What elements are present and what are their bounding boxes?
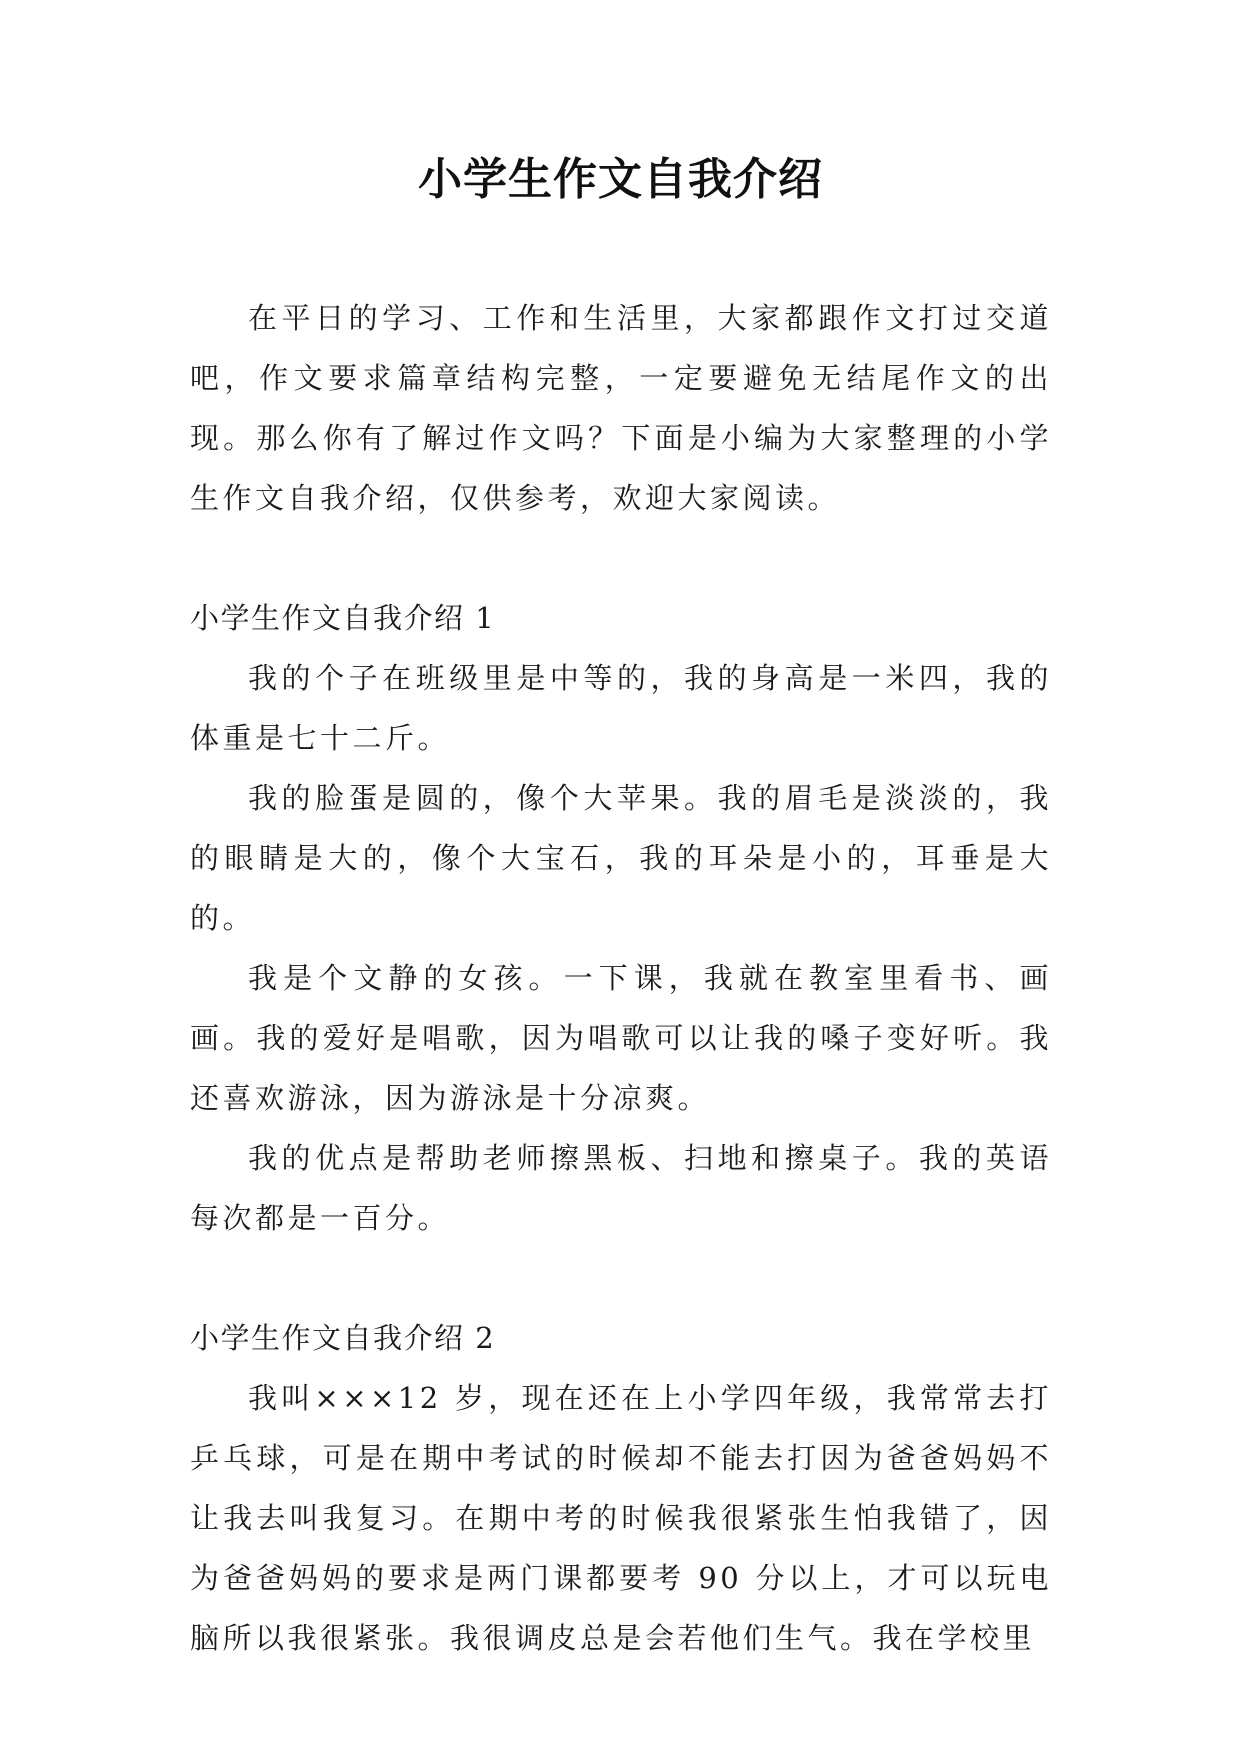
section-heading-1: 小学生作文自我介绍 1	[190, 601, 496, 635]
section-1-paragraph-4: 我的优点是帮助老师擦黑板、扫地和擦桌子。我的英语每次都是一百分。	[190, 1141, 1052, 1235]
section-2-paragraph-1: 我叫×××12 岁，现在还在上小学四年级，我常常去打乒乓球，可是在期中考试的时候却不能去打因为爸爸妈妈不让我去叫我复习。在期中考的时候我很紧张生怕我错了，因为爸爸妈妈的要求是两门课都要考 90 分以上，才可以玩电脑所以我很紧张。我很调皮总是会若他们生气。我在学校里	[190, 1381, 1052, 1655]
section-1-paragraph-3: 我是个文静的女孩。一下课，我就在教室里看书、画画。我的爱好是唱歌，因为唱歌可以让我的嗓子变好听。我还喜欢游泳，因为游泳是十分凉爽。	[190, 961, 1052, 1115]
intro-paragraph: 在平日的学习、工作和生活里，大家都跟作文打过交道吧，作文要求篇章结构完整，一定要避免无结尾作文的出现。那么你有了解过作文吗？下面是小编为大家整理的小学生作文自我介绍，仅供参考，欢迎大家阅读。	[190, 301, 1052, 515]
section-1-paragraph-1: 我的个子在班级里是中等的，我的身高是一米四，我的体重是七十二斤。	[190, 661, 1052, 755]
section-1-paragraph-2: 我的脸蛋是圆的，像个大苹果。我的眉毛是淡淡的，我的眼睛是大的，像个大宝石，我的耳朵是小的，耳垂是大的。	[190, 781, 1052, 935]
document-title: 小学生作文自我介绍	[418, 154, 823, 205]
section-heading-2: 小学生作文自我介绍 2	[190, 1321, 496, 1355]
document-body	[190, 288, 1052, 1668]
